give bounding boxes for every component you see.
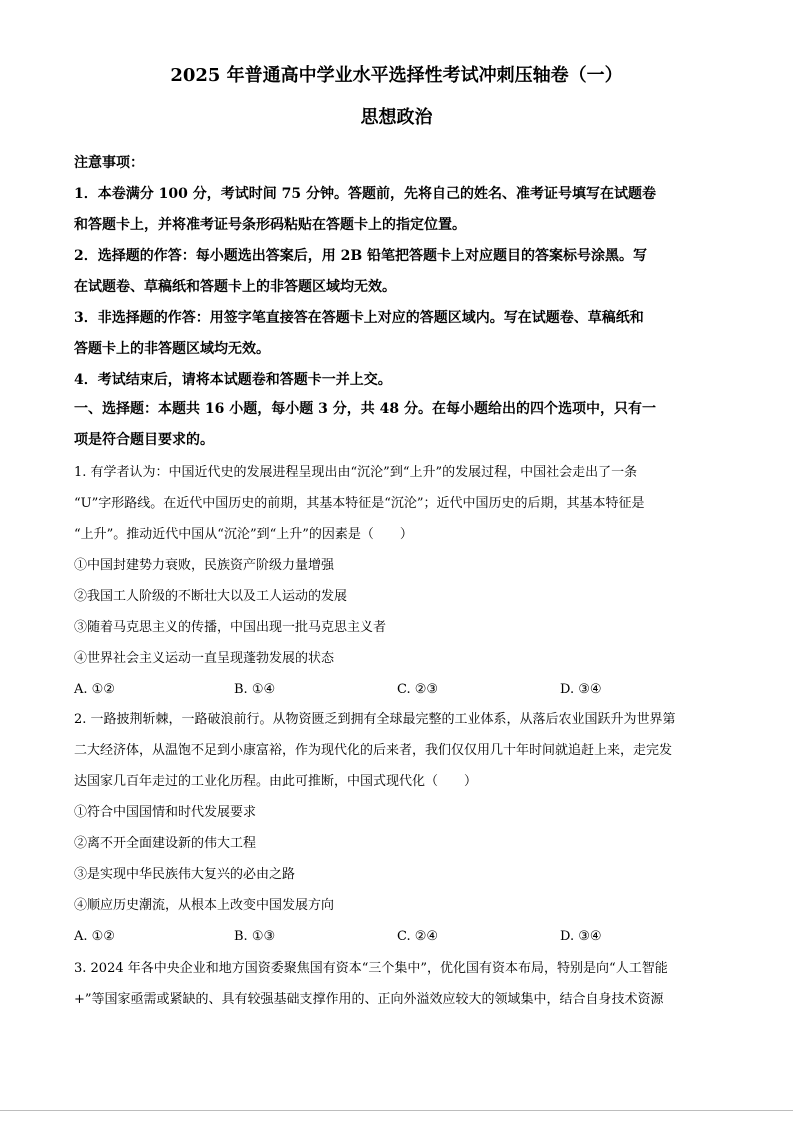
answer-options xyxy=(74,674,724,705)
statement: ②离不开全面建设新的伟大工程 xyxy=(74,836,257,851)
section-heading xyxy=(74,394,724,456)
option-c: C. ②③ xyxy=(397,682,439,697)
statement: ④世界社会主义运动一直呈现蓬勃发展的状态 xyxy=(74,651,335,666)
notes-line: 1．本卷满分 100 分，考试时间 75 分钟。答题前，先将自己的姓名、准考证号填写在试题卷 xyxy=(74,186,656,202)
subject-title: 思想政治 xyxy=(360,107,433,128)
notes-line: 3．非选择题的作答：用签字笔直接答在答题卡上对应的答题区域内。写在试题卷、草稿纸和 xyxy=(74,310,644,326)
statement: ③是实现中华民族伟大复兴的必由之路 xyxy=(74,867,296,882)
option-d: D. ③④ xyxy=(560,682,602,697)
notes-line: 和答题卡上，并将准考证号条形码粘贴在答题卡上的指定位置。 xyxy=(74,217,466,233)
notes-section xyxy=(74,148,724,396)
statement: ①符合中国国情和时代发展要求 xyxy=(74,805,257,820)
option-b: B. ①③ xyxy=(234,929,276,944)
question-3 xyxy=(74,953,724,1015)
question-stem-line: 1. 有学者认为：中国近代史的发展进程呈现出由“沉沦”到“上升”的发展过程，中国社会走出了一条 xyxy=(74,465,638,480)
question-stem-line: 达国家几百年走过的工业化历程。由此可推断，中国式现代化（ ） xyxy=(74,774,478,789)
question-stem-line: “U”字形路线。在近代中国历史的前期，其基本特征是“沉沦”；近代中国历史的后期，其基本特征是 xyxy=(74,496,645,511)
option-c: C. ②④ xyxy=(397,929,439,944)
exam-title: 2025 年普通高中学业水平选择性考试冲刺压轴卷（一） xyxy=(170,65,623,86)
option-d: D. ③④ xyxy=(560,929,602,944)
option-a: A. ①② xyxy=(74,682,115,697)
statement: ④顺应历史潮流，从根本上改变中国发展方向 xyxy=(74,898,335,913)
question-stem-line: 2. 一路披荆斩棘，一路破浪前行。从物资匮乏到拥有全球最完整的工业体系，从落后农业国跃升为世界第 xyxy=(74,712,676,727)
page-bottom-divider xyxy=(0,1110,793,1111)
question-1 xyxy=(74,457,724,705)
question-2 xyxy=(74,704,724,952)
question-stem-line: “上升”。推动近代中国从“沉沦”到“上升”的因素是（ ） xyxy=(74,527,413,542)
notes-line: 答题卡上的非答题区域均无效。 xyxy=(74,341,270,357)
notes-line: 在试题卷、草稿纸和答题卡上的非答题区域均无效。 xyxy=(74,279,396,295)
question-stem-line: +”等国家亟需或紧缺的、具有较强基础支撑作用的、正向外溢效应较大的领域集中，结合自身技术资源 xyxy=(74,992,664,1007)
option-b: B. ①④ xyxy=(234,682,276,697)
statement: ②我国工人阶级的不断壮大以及工人运动的发展 xyxy=(74,589,348,604)
notes-line: 4．考试结束后，请将本试题卷和答题卡一并上交。 xyxy=(74,372,392,388)
question-stem-line: 3. 2024 年各中央企业和地方国资委聚焦国有资本“三个集中”，优化国有资本布局，特别是向“人工智能 xyxy=(74,961,668,976)
section-line: 一、选择题：本题共 16 小题，每小题 3 分，共 48 分。在每小题给出的四个选项中，只有一 xyxy=(74,401,656,417)
section-line: 项是符合题目要求的。 xyxy=(74,432,214,448)
answer-options xyxy=(74,921,724,952)
option-a: A. ①② xyxy=(74,929,115,944)
statement: ③随着马克思主义的传播，中国出现一批马克思主义者 xyxy=(74,620,387,635)
statement: ①中国封建势力衰败，民族资产阶级力量增强 xyxy=(74,558,335,573)
question-stem-line: 二大经济体，从温饱不足到小康富裕，作为现代化的后来者，我们仅仅用几十年时间就追赶上来，走完发 xyxy=(74,743,673,758)
notes-line: 2．选择题的作答：每小题选出答案后，用 2B 铅笔把答题卡上对应题目的答案标号涂黑。写 xyxy=(74,248,648,264)
notes-heading: 注意事项： xyxy=(74,155,144,171)
